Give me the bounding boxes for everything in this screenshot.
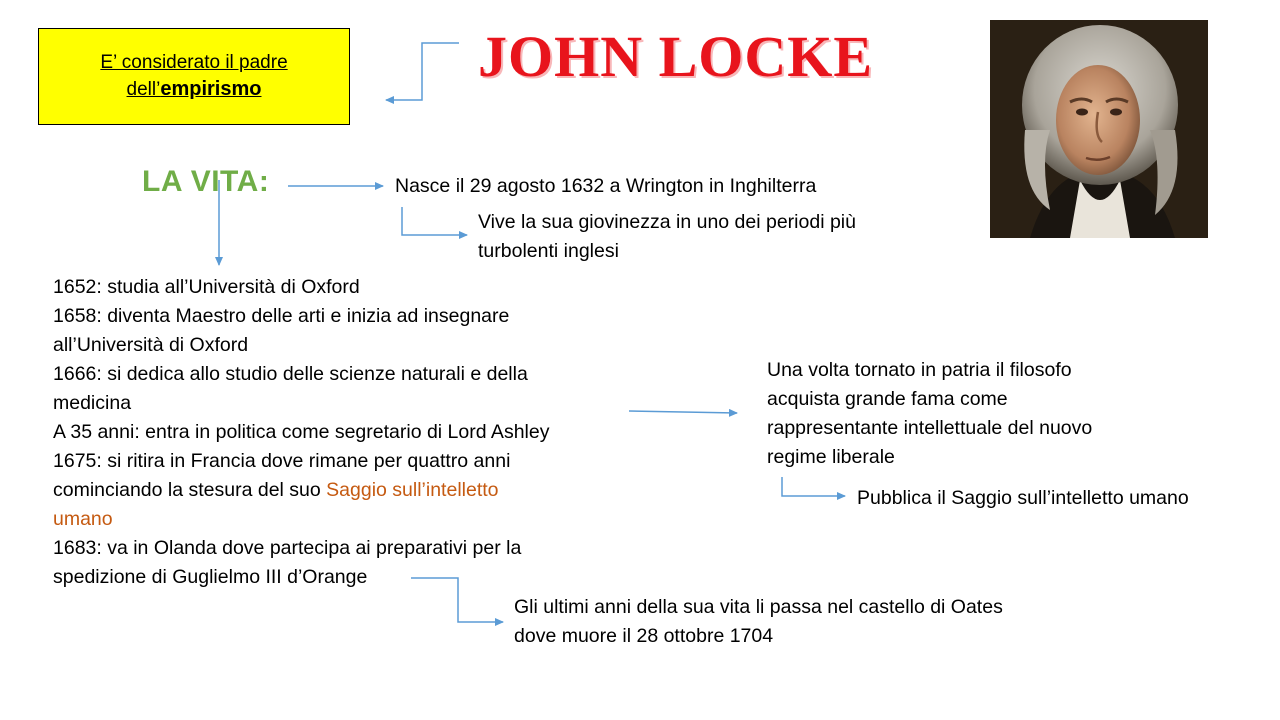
timeline-line: 1658: diventa Maestro delle arti e inizia ad insegnare — [53, 305, 510, 327]
last-years-line: dove muore il 28 ottobre 1704 — [514, 625, 774, 647]
timeline-line: all’Università di Oxford — [53, 334, 249, 356]
timeline-line: 1675: si ritira in Francia dove rimane per quattro anni — [53, 450, 511, 472]
return-line: Una volta tornato in patria il filosofo — [767, 359, 1072, 381]
arrow-title-to-box — [386, 43, 459, 100]
callout-prefix: dell’ — [126, 79, 161, 100]
essay-title-highlight: umano — [53, 508, 113, 530]
callout-line-1: E’ considerato il padre — [100, 52, 288, 73]
timeline-line: spedizione di Guglielmo III d’Orange — [53, 566, 368, 588]
arrow-timeline-to-last-years — [411, 578, 503, 622]
return-line: acquista grande fama come — [767, 388, 1008, 410]
birth-text: Nasce il 29 agosto 1632 a Wrington in Inghilterra — [395, 175, 817, 197]
publishes-text: Pubblica il Saggio sull’intelletto umano — [857, 487, 1189, 509]
la-vita-heading: LA VITA: — [142, 165, 270, 198]
youth-line-1: Vive la sua giovinezza in uno dei periodi più — [478, 211, 856, 233]
essay-title-highlight: Saggio sull’intelletto — [326, 479, 499, 501]
return-line: rappresentante intellettuale del nuovo — [767, 417, 1093, 439]
timeline-line: 1652: studia all’Università di Oxford — [53, 276, 360, 298]
timeline-line: A 35 anni: entra in politica come segretario di Lord Ashley — [53, 421, 550, 443]
return-line: regime liberale — [767, 446, 895, 468]
timeline-text-part: cominciando la stesura del suo — [53, 479, 327, 501]
timeline-line: 1666: si dedica allo studio delle scienze naturali e della — [53, 363, 528, 385]
timeline-line: medicina — [53, 392, 132, 414]
arrow-birth-to-youth — [402, 207, 467, 235]
callout-bold-word: empirismo — [160, 78, 262, 100]
page-title: JOHN LOCKE — [478, 24, 874, 89]
arrow-return-to-publishes — [782, 477, 845, 496]
timeline-line: 1683: va in Olanda dove partecipa ai preparativi per la — [53, 537, 522, 559]
youth-line-2: turbolenti inglesi — [478, 240, 619, 262]
arrow-timeline-to-return — [629, 411, 737, 413]
last-years-line: Gli ultimi anni della sua vita li passa nel castello di Oates — [514, 596, 1003, 618]
